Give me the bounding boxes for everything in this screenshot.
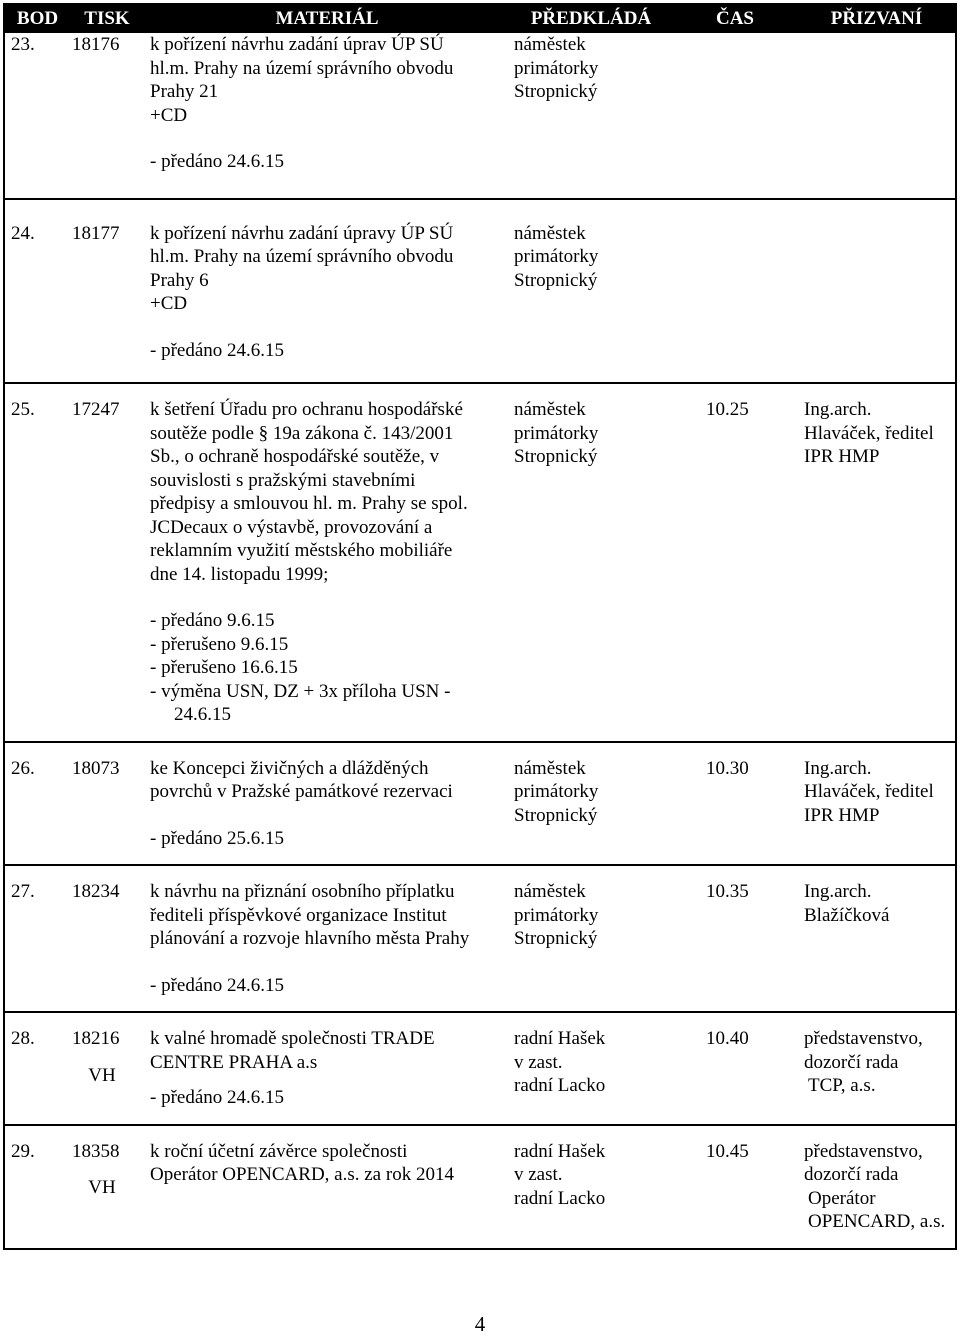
- predklada-line: v zast.: [514, 1051, 563, 1073]
- bod-cell: 28.: [4, 1012, 70, 1125]
- note-line: - předáno 24.6.15: [150, 974, 285, 996]
- material-line: hl.m. Prahy na území správního obvodu: [150, 246, 454, 267]
- prizvani-line: IPR HMP: [804, 446, 880, 467]
- material-cell: [144, 1125, 510, 1249]
- prizvani-line: představenstvo,: [804, 1140, 923, 1162]
- tisk-cell: [70, 1012, 144, 1125]
- note-line: - předáno 24.6.15: [150, 151, 285, 172]
- header-material: MATERIÁL: [144, 4, 510, 33]
- cas-cell: [672, 33, 798, 199]
- predklada-line: Stropnický: [514, 269, 598, 291]
- prizvani-cell: [798, 865, 956, 1012]
- table-row: [4, 742, 956, 866]
- table-row: [4, 383, 956, 742]
- material-line: ke Koncepci živičných a dlážděných: [150, 757, 429, 779]
- predklada-line: primátorky: [514, 57, 599, 79]
- tisk-vh-label: VH: [88, 1177, 116, 1198]
- material-line: +CD: [150, 104, 188, 126]
- prizvani-line: OPENCARD, a.s.: [808, 1211, 946, 1232]
- tisk-cell: [70, 1125, 144, 1249]
- prizvani-cell: [798, 1125, 956, 1249]
- note-line: - předáno 24.6.15: [150, 339, 285, 361]
- material-line: +CD: [150, 293, 188, 314]
- page-number: 4: [474, 1312, 486, 1336]
- predklada-line: radní Hašek: [514, 1028, 606, 1049]
- header-row: [4, 4, 956, 33]
- prizvani-line: Blažíčková: [804, 904, 890, 926]
- predklada-line: náměstek: [514, 34, 586, 55]
- note-line: - předáno 9.6.15: [150, 610, 275, 631]
- bod-cell: 23.: [4, 33, 70, 199]
- predklada-line: primátorky: [514, 781, 599, 802]
- header-prizvani: PŘIZVANÍ: [798, 4, 956, 33]
- material-line: soutěže podle § 19a zákona č. 143/2001: [150, 422, 454, 444]
- header-bod: BOD: [4, 4, 70, 33]
- material-line: Prahy 6: [150, 269, 209, 291]
- predklada-line: Stropnický: [514, 804, 598, 826]
- header-tisk: TISK: [70, 4, 144, 33]
- prizvani-line: Hlaváček, ředitel: [804, 781, 934, 802]
- bod-cell: 24.: [4, 199, 70, 384]
- prizvani-line: Ing.arch.: [804, 399, 872, 420]
- material-cell: [144, 33, 510, 199]
- material-line: dne 14. listopadu 1999;: [150, 563, 329, 585]
- tisk-cell: 18176: [70, 33, 144, 199]
- predklada-cell: [510, 1012, 672, 1125]
- prizvani-cell: [798, 742, 956, 866]
- predklada-line: Stropnický: [514, 81, 598, 102]
- table-row: [4, 1012, 956, 1125]
- note-line: - přerušeno 16.6.15: [150, 657, 298, 678]
- agenda-table: [3, 3, 957, 1250]
- tisk-cell: 18177: [70, 199, 144, 384]
- prizvani-cell: [798, 1012, 956, 1125]
- prizvani-cell: [798, 33, 956, 199]
- predklada-line: náměstek: [514, 881, 586, 902]
- material-line: JCDecaux o výstavbě, provozování a: [150, 516, 433, 538]
- material-line: řediteli příspěvkové organizace Institut: [150, 904, 447, 926]
- table-row: [4, 1125, 956, 1249]
- material-cell: [144, 383, 510, 742]
- material-line: Sb., o ochraně hospodářské soutěže, v: [150, 446, 440, 467]
- prizvani-line: IPR HMP: [804, 804, 880, 826]
- material-line: k roční účetní závěrce společnosti: [150, 1140, 408, 1162]
- tisk-vh-label: VH: [88, 1064, 116, 1086]
- predklada-cell: [510, 33, 672, 199]
- predklada-line: radní Lacko: [514, 1187, 606, 1209]
- material-line: souvislosti s pražskými stavebními: [150, 469, 416, 491]
- table-row: [4, 199, 956, 384]
- note-line: - výměna USN, DZ + 3x příloha USN -: [150, 680, 451, 702]
- predklada-line: náměstek: [514, 222, 586, 244]
- predklada-line: radní Lacko: [514, 1075, 606, 1096]
- predklada-line: náměstek: [514, 757, 586, 779]
- material-line: reklamním využití městského mobiliáře: [150, 540, 453, 561]
- cas-cell: 10.40: [672, 1012, 798, 1125]
- tisk-cell: 18073: [70, 742, 144, 866]
- prizvani-line: Operátor: [808, 1187, 876, 1209]
- cas-cell: 10.45: [672, 1125, 798, 1249]
- note-line: - předáno 24.6.15: [150, 1087, 285, 1108]
- predklada-cell: [510, 383, 672, 742]
- tisk-cell: 17247: [70, 383, 144, 742]
- predklada-line: Stropnický: [514, 928, 598, 949]
- prizvani-line: představenstvo,: [804, 1028, 923, 1049]
- header-predklada: PŘEDKLÁDÁ: [510, 4, 672, 33]
- tisk-number: 18216: [72, 1028, 120, 1049]
- bod-cell: 25.: [4, 383, 70, 742]
- predklada-line: v zast.: [514, 1164, 563, 1185]
- material-line: plánování a rozvoje hlavního města Prahy: [150, 928, 470, 949]
- material-line: k valné hromadě společnosti TRADE: [150, 1028, 435, 1049]
- note-line: - předáno 25.6.15: [150, 827, 285, 849]
- cas-cell: 10.35: [672, 865, 798, 1012]
- prizvani-line: Hlaváček, ředitel: [804, 422, 934, 444]
- tisk-number: 18358: [72, 1140, 120, 1162]
- material-line: k pořízení návrhu zadání úpravy ÚP SÚ: [150, 222, 454, 244]
- material-line: k návrhu na přiznání osobního příplatku: [150, 881, 455, 902]
- prizvani-line: dozorčí rada: [804, 1051, 899, 1073]
- predklada-line: radní Hašek: [514, 1140, 606, 1162]
- tisk-cell: 18234: [70, 865, 144, 1012]
- predklada-cell: [510, 199, 672, 384]
- predklada-line: náměstek: [514, 399, 586, 420]
- bod-cell: 27.: [4, 865, 70, 1012]
- prizvani-line: Ing.arch.: [804, 757, 872, 779]
- predklada-line: primátorky: [514, 422, 599, 444]
- material-cell: [144, 742, 510, 866]
- prizvani-line: TCP, a.s.: [808, 1075, 876, 1096]
- material-line: předpisy a smlouvou hl. m. Prahy se spol.: [150, 493, 468, 514]
- predklada-cell: [510, 742, 672, 866]
- table-row: [4, 865, 956, 1012]
- material-line: Operátor OPENCARD, a.s. za rok 2014: [150, 1164, 454, 1185]
- material-cell: [144, 1012, 510, 1125]
- header-cas: ČAS: [672, 4, 798, 33]
- material-line: k šetření Úřadu pro ochranu hospodářské: [150, 399, 463, 420]
- predklada-cell: [510, 865, 672, 1012]
- bod-cell: 26.: [4, 742, 70, 866]
- material-cell: [144, 199, 510, 384]
- predklada-line: Stropnický: [514, 446, 598, 467]
- cas-cell: 10.30: [672, 742, 798, 866]
- cas-cell: 10.25: [672, 383, 798, 742]
- note-line: 24.6.15: [174, 704, 231, 725]
- predklada-line: primátorky: [514, 904, 599, 926]
- prizvani-cell: [798, 199, 956, 384]
- prizvani-line: Ing.arch.: [804, 881, 872, 902]
- material-line: hl.m. Prahy na území správního obvodu: [150, 57, 454, 79]
- material-line: povrchů v Pražské památkové rezervaci: [150, 781, 453, 802]
- bod-cell: 29.: [4, 1125, 70, 1249]
- note-line: - přerušeno 9.6.15: [150, 633, 289, 655]
- material-line: CENTRE PRAHA a.s: [150, 1051, 318, 1073]
- predklada-line: primátorky: [514, 246, 599, 267]
- table-row: [4, 33, 956, 199]
- predklada-cell: [510, 1125, 672, 1249]
- prizvani-line: dozorčí rada: [804, 1164, 899, 1185]
- cas-cell: [672, 199, 798, 384]
- material-cell: [144, 865, 510, 1012]
- material-line: k pořízení návrhu zadání úprav ÚP SÚ: [150, 34, 444, 55]
- material-line: Prahy 21: [150, 81, 219, 102]
- prizvani-cell: [798, 383, 956, 742]
